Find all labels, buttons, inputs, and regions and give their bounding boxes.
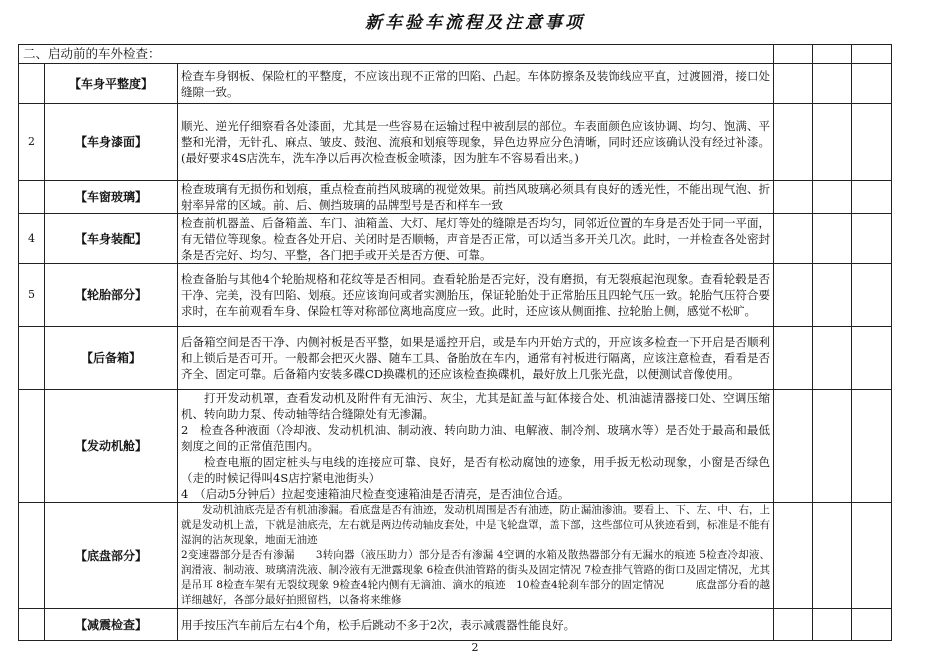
table-row [19, 214, 892, 264]
item-description [178, 609, 774, 641]
item-label: 【底盘部分】 [45, 503, 178, 609]
table-row [19, 390, 892, 503]
check-cell[interactable] [852, 45, 892, 64]
row-number [19, 181, 45, 214]
item-description [178, 390, 774, 503]
check-cell[interactable] [774, 214, 813, 264]
item-description [178, 327, 774, 390]
item-label: 【后备箱】 [45, 327, 178, 390]
item-label: 【车身漆面】 [45, 104, 178, 181]
check-cell[interactable] [813, 390, 852, 503]
check-cell[interactable] [852, 503, 892, 609]
check-cell[interactable] [852, 327, 892, 390]
check-cell[interactable] [813, 45, 852, 64]
description-line: 2 检查各种液面（冷却液、发动机机油、制动液、转向助力油、电解液、制冷剂、玻璃水等）是否处于最高和最低刻度之间的正常值范围内。 [181, 423, 771, 453]
check-cell[interactable] [813, 327, 852, 390]
page-number: 2 [471, 641, 479, 654]
item-label: 【减震检查】 [45, 609, 178, 641]
check-cell[interactable] [813, 609, 852, 641]
item-description [178, 104, 774, 181]
check-cell[interactable] [852, 181, 892, 214]
table-row [19, 181, 892, 214]
check-cell[interactable] [852, 104, 892, 181]
item-label: 【车窗玻璃】 [45, 181, 178, 214]
check-cell[interactable] [852, 214, 892, 264]
row-number: 4 [19, 214, 45, 264]
page-title: 新车验车流程及注意事项 [365, 13, 585, 33]
description-line: 后备箱空间是否干净、内侧衬板是否平整，如果是遥控开启，或是车内开始方式的，开应该多检查一下开启是否顺利和上锁后是否可开。一般都会把灭火器、随车工具、备胎放在车内，通常有衬板进行隔离，应该注意检查，看看是否齐全、固定可靠。后备箱内安装多碟CD换碟机的还应该检查换碟机，最好放上几张光盘，以便测试音像使用。 [181, 335, 771, 381]
item-label: 【轮胎部分】 [45, 264, 178, 327]
row-number [19, 64, 45, 104]
row-number [19, 609, 45, 641]
check-cell[interactable] [774, 327, 813, 390]
check-cell[interactable] [813, 181, 852, 214]
description-line: 检查备胎与其他4个轮胎规格和花纹等是否相同。查看轮胎是否完好，没有磨损，有无裂痕起泡现象。查看轮毂是否干净、完美，没有凹陷、划痕。还应该询问或者实测胎压，保证轮胎处于正常胎压且四轮气压一致。轮胎气压符合要求时，在车前观看车身、保险杠等对称部位离地高度应一致。此时，还应该从侧面推、拉轮胎上侧，感觉不松旷。 [181, 272, 771, 318]
item-description [178, 214, 774, 264]
check-cell[interactable] [852, 609, 892, 641]
check-cell[interactable] [813, 64, 852, 104]
description-line: 打开发动机罩，查看发动机及附件有无油污、灰尘，尤其是缸盖与缸体接合处、机油滤清器接口处、空调压缩机、转向助力泵、传动轴等结合缝隙处有无渗漏。 [181, 391, 771, 421]
item-description [178, 503, 774, 609]
table-row [19, 503, 892, 609]
check-cell[interactable] [774, 390, 813, 503]
table-row [19, 327, 892, 390]
check-cell[interactable] [774, 181, 813, 214]
check-cell[interactable] [813, 104, 852, 181]
description-line: 4 （启动5分钟后）拉起变速箱油尺检查变速箱油是否清亮，是否油位合适。 [181, 487, 570, 501]
check-cell[interactable] [774, 503, 813, 609]
check-cell[interactable] [774, 104, 813, 181]
check-cell[interactable] [774, 45, 813, 64]
check-cell[interactable] [774, 264, 813, 327]
check-cell[interactable] [774, 64, 813, 104]
description-line: 检查玻璃有无损伤和划痕，重点检查前挡风玻璃的视觉效果。前挡风玻璃必须具有良好的透光性，不能出现气泡、折射率异常的区域。前、后、侧挡玻璃的品牌型号是否和样车一致 [181, 182, 771, 212]
row-number: 5 [19, 264, 45, 327]
description-line: 检查前机器盖、后备箱盖、车门、油箱盖、大灯、尾灯等处的缝隙是否均匀，同邻近位置的车身是否处于同一平面，有无错位等现象。检查各处开启、关闭时是否顺畅，声音是否正常，可以适当多开关几次。此时，一并检查各处密封条是否完好、均匀、平整，各门把手或开关是否方便、可靠。 [181, 215, 771, 262]
table-row [19, 264, 892, 327]
item-description [178, 181, 774, 214]
check-cell[interactable] [852, 390, 892, 503]
description-line: 2变速器部分是否有渗漏 3转向器（液压助力）部分是否有渗漏 4空调的水箱及散热器部分有无漏水的痕迹 5检查冷却液、润滑液、制动液、玻璃清洗液、制冷液有无泄露现象 6检查供油管路的街头及固定情况 7检查排气管路的街口及固定情况，尤其是吊耳 8检查车架有无裂纹现象 9检查4轮内侧有无滴油、滴水的痕迹 10检查4轮刹车部分的固定情况 底盘部分看的越详细越好，各部分最好拍照留档，以备将来维修 [181, 549, 771, 606]
item-label: 【车身平整度】 [45, 64, 178, 104]
item-description [178, 264, 774, 327]
item-description [178, 64, 774, 104]
table-row [19, 609, 892, 641]
row-number [19, 390, 45, 503]
table-row [19, 64, 892, 104]
section-label: 二、启动前的车外检查： [19, 45, 774, 64]
check-cell[interactable] [813, 264, 852, 327]
row-number [19, 503, 45, 609]
inspection-table [18, 44, 892, 641]
item-label: 【车身装配】 [45, 214, 178, 264]
description-line: 发动机油底壳是否有机油渗漏。看底盘是否有油迹，发动机周围是否有油迹，防止漏油渗油。要看上、下、左、中、右，上就是发动机上盖，下就是油底壳，左右就是两边传动轴皮套处，中是飞轮盘罩，盖下部，这些部位可从狭迹看到，标准是不能有湿润的沾灰现象，地面无油迹 [181, 504, 771, 546]
check-cell[interactable] [852, 64, 892, 104]
description-line: 用手按压汽车前后左右4个角，松手后跳动不多于2次，表示减震器性能良好。 [181, 617, 576, 632]
item-label: 【发动机舱】 [45, 390, 178, 503]
table-row [19, 104, 892, 181]
description-line: 顺光、逆光仔细察看各处漆面，尤其是一些容易在运输过程中被刮层的部位。车表面颜色应该协调、均匀、饱满、平整和光滑，无针孔、麻点、皱皮、鼓泡、流痕和划痕等现象，异色边界应分色清晰，同时还应该确认没有经过补漆。(最好要求4S店洗车，洗车净以后再次检查板金喷漆，因为脏车不容易看出来。) [181, 119, 771, 165]
row-number: 2 [19, 104, 45, 181]
description-line: 检查车身钢板、保险杠的平整度，不应该出现不正常的凹陷、凸起。车体防擦条及装饰线应平直，过渡圆滑，接口处缝隙一致。 [181, 68, 771, 99]
check-cell[interactable] [774, 609, 813, 641]
check-cell[interactable] [852, 264, 892, 327]
row-number [19, 327, 45, 390]
section-header-row [19, 45, 892, 64]
description-line: 检查电瓶的固定桩头与电线的连接应可靠、良好，是否有松动腐蚀的迹象，用手扳无松动现象，小窗是否绿色（走的时候记得叫4S店拧紧电池街头） [181, 455, 771, 485]
check-cell[interactable] [813, 503, 852, 609]
check-cell[interactable] [813, 214, 852, 264]
